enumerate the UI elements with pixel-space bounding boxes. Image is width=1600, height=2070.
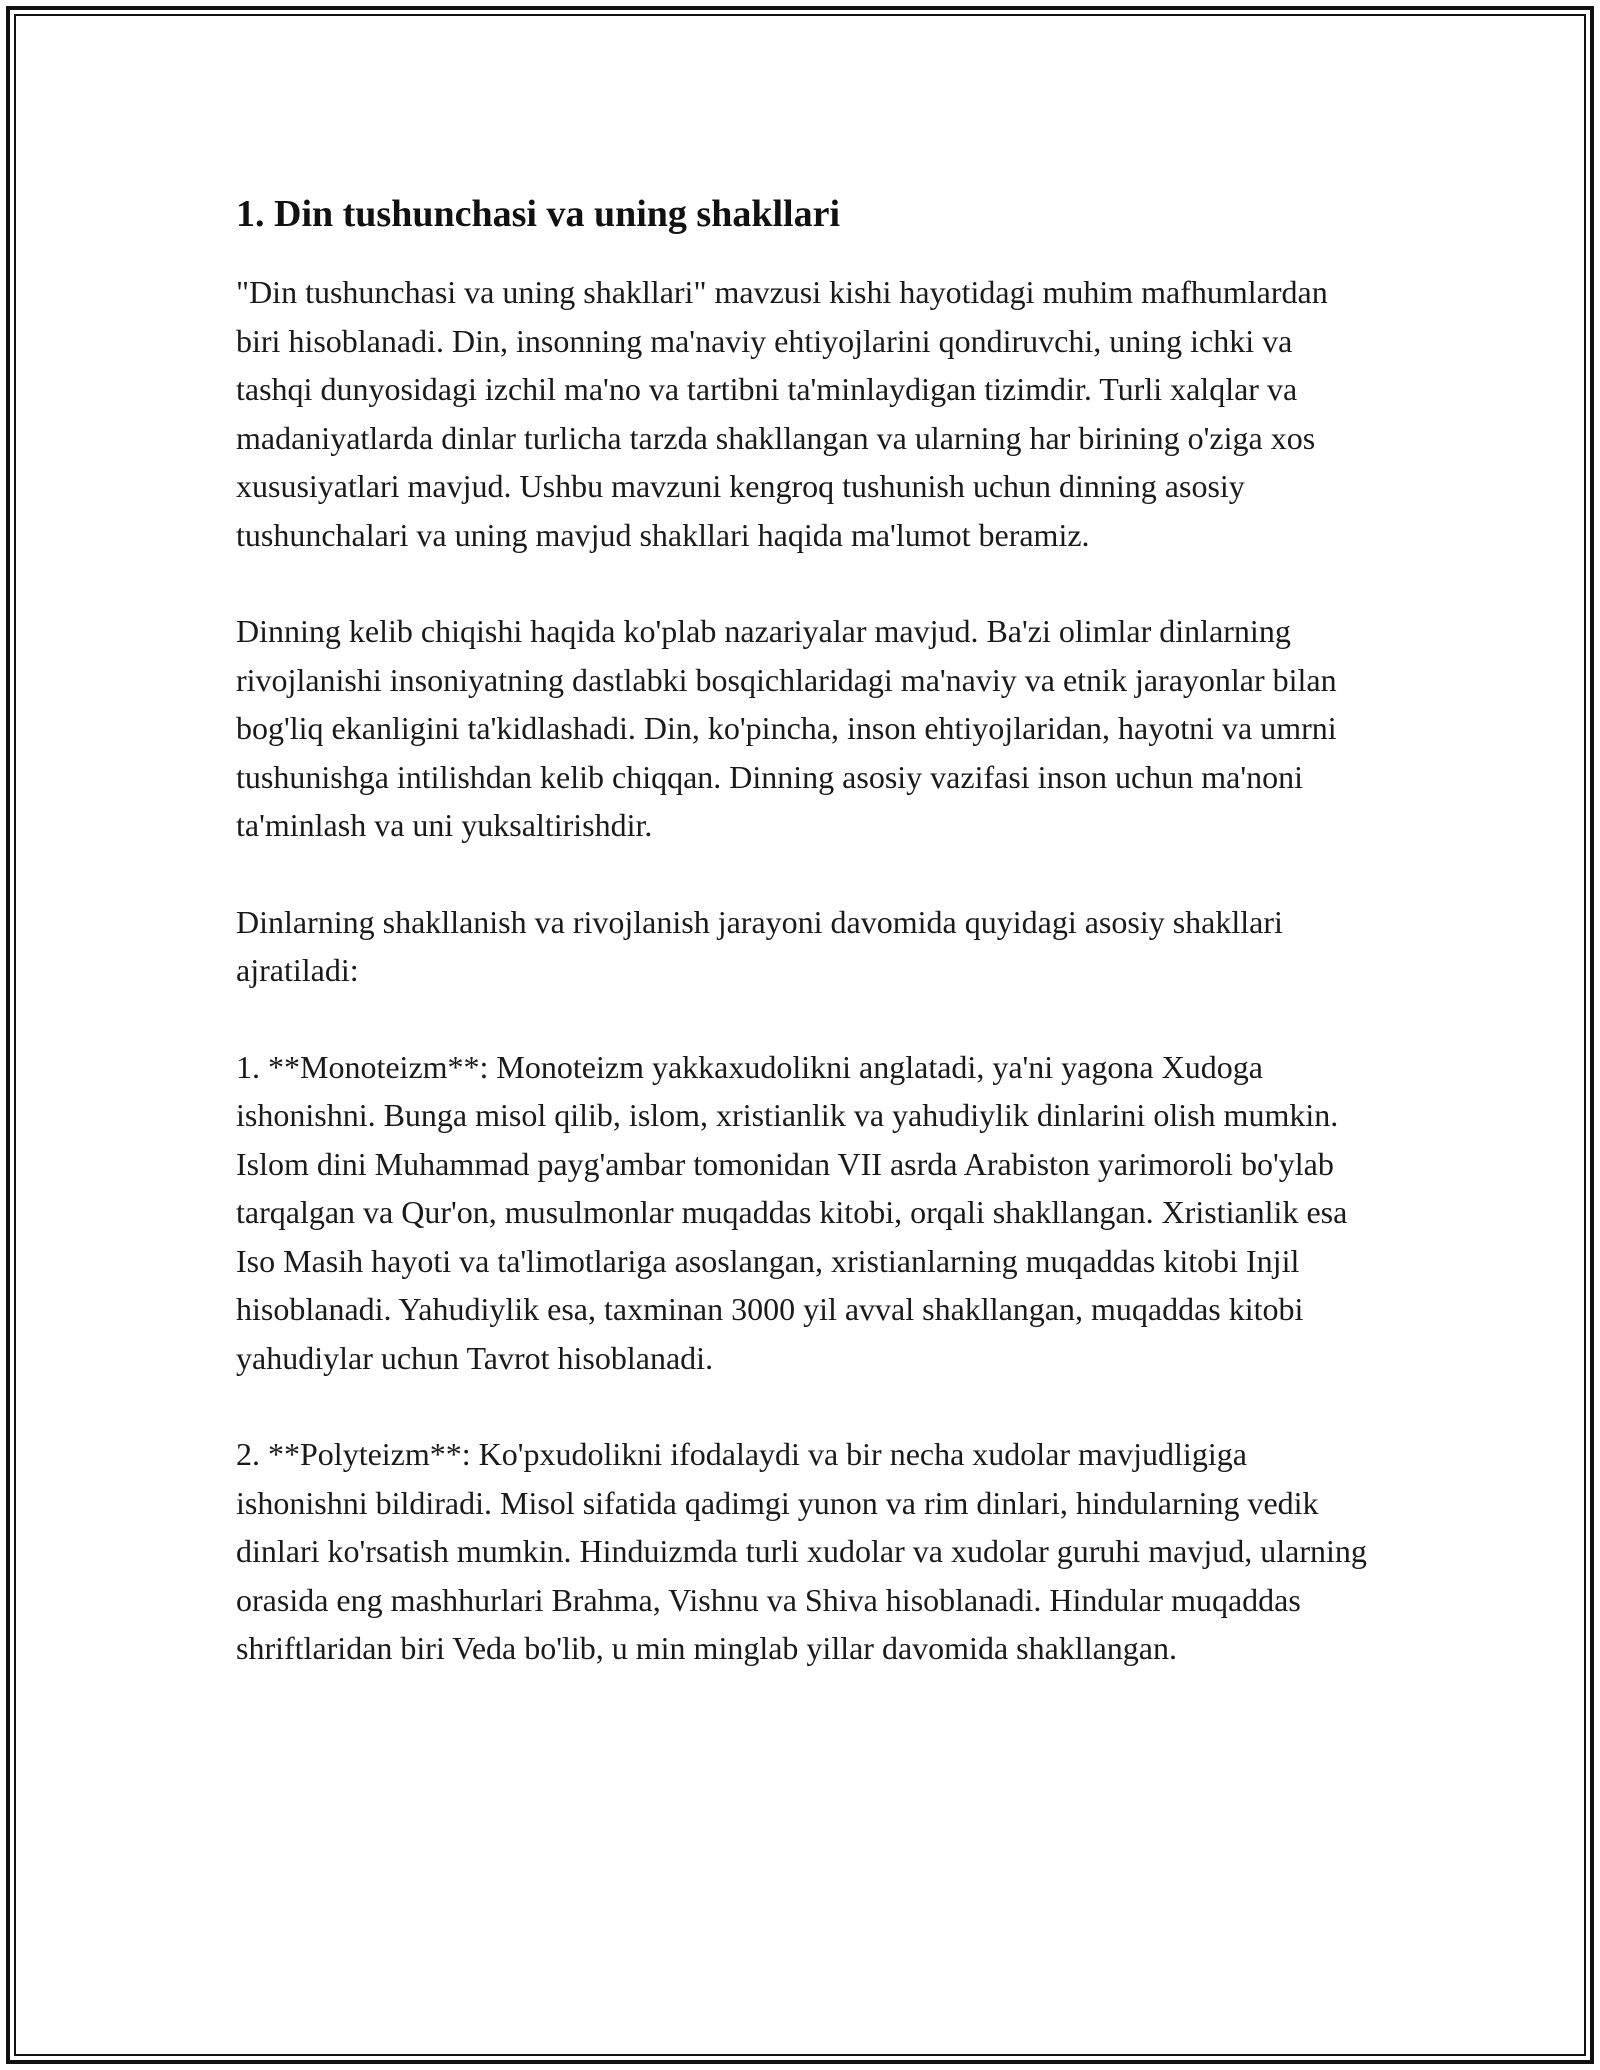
paragraph-monotheism: 1. **Monoteizm**: Monoteizm yakkaxudolikni anglatadi, ya'ni yagona Xudoga ishonishni. Bunga misol qilib, islom, xristianlik va yahudiylik dinlarini olish mumkin. Islom dini Muhammad payg'ambar tomonidan VII asrda Arabiston yarimoroli bo'ylab tarqalgan va Qur'on, musulmonlar muqaddas kitobi, orqali shakllangan. Xristianlik esa Iso Masih hayoti va ta'limotlariga asoslangan, xristianlarning muqaddas kitobi Injil hisoblanadi. Yahudiylik esa, taxminan 3000 yil avval shakllangan, muqaddas kitobi yahudiylar uchun Tavrot hisoblanadi. bbox=[236, 1048, 1348, 1376]
paragraph-intro: "Din tushunchasi va uning shakllari" mavzusi kishi hayotidagi muhim mafhumlardan biri hisoblanadi. Din, insonning ma'naviy ehtiyojlarini qondiruvchi, uning ichki va tashqi dunyosidagi izchil ma'no va tartibni ta'minlaydigan tizimdir. Turli xalqlar va madaniyatlarda dinlar turlicha tarzda shakllangan va ularning har birining o'ziga xos xususiyatlari mavjud. Ushbu mavzuni kengroq tushunish uchun dinning asosiy tushunchalari va uning mavjud shakllari haqida ma'lumot beramiz. bbox=[236, 274, 1328, 553]
page-title: 1. Din tushunchasi va uning shakllari bbox=[236, 193, 841, 235]
paragraph-origin: Dinning kelib chiqishi haqida ko'plab nazariyalar mavjud. Ba'zi olimlar dinlarning rivojlanishi insoniyatning dastlabki bosqichlaridagi ma'naviy va etnik jarayonlar bilan bog'liq ekanligini ta'kidlashadi. Din, ko'pincha, inson ehtiyojlaridan, hayotni va umrni tushunishga intilishdan kelib chiqqan. Dinning asosiy vazifasi inson uchun ma'noni ta'minlash va uni yuksaltirishdir. bbox=[236, 613, 1337, 843]
paragraph-polytheism: 2. **Polyteizm**: Ko'pxudolikni ifodalaydi va bir necha xudolar mavjudligiga ishonishni bildiradi. Misol sifatida qadimgi yunon va rim dinlari, hindularning vedik dinlari ko'rsatish mumkin. Hinduizmda turli xudolar va xudolar guruhi mavjud, ularning orasida eng mashhurlari Brahma, Vishnu va Shiva hisoblanadi. Hindular muqaddas shriftlaridan biri Veda bo'lib, u min minglab yillar davomida shakllangan. bbox=[236, 1436, 1367, 1666]
paragraph-forms-intro: Dinlarning shakllanish va rivojlanish jarayoni davomida quyidagi asosiy shakllari ajratiladi: bbox=[236, 903, 1283, 988]
document-body bbox=[236, 188, 1376, 1721]
